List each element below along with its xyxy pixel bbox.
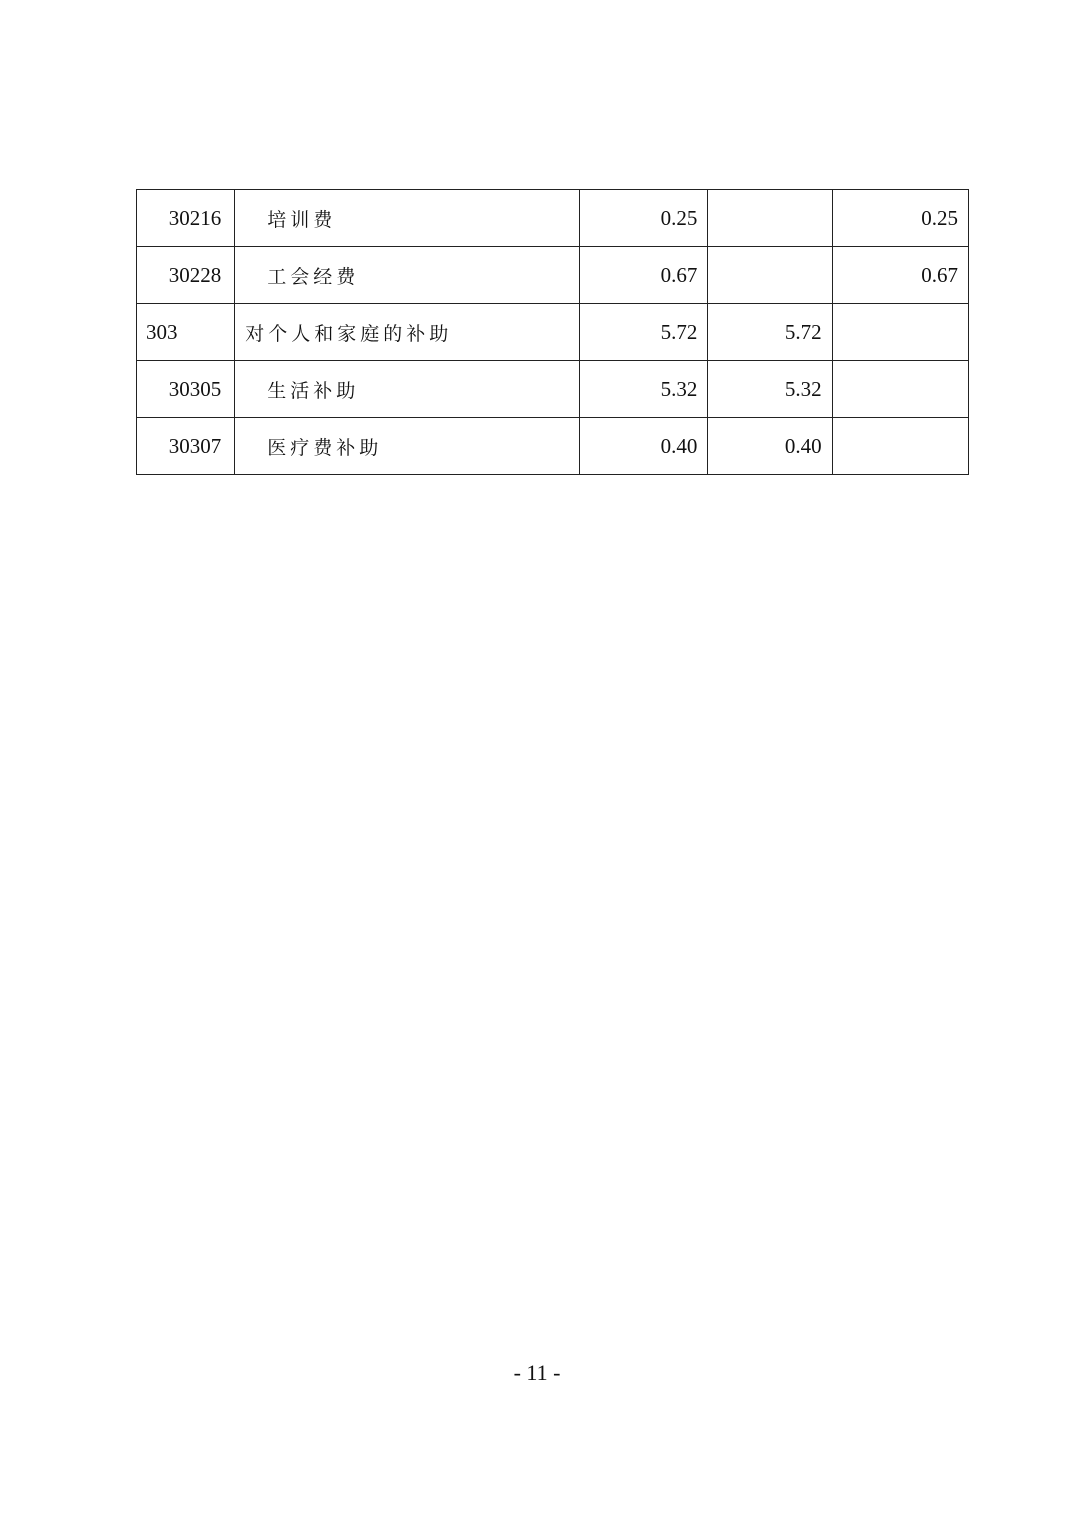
- row-value-3-cell: [832, 361, 968, 418]
- row-code-cell: 30307: [137, 418, 235, 475]
- row-value-1-cell: 5.72: [580, 304, 708, 361]
- row-value-2-cell: 5.32: [708, 361, 832, 418]
- row-code-cell: 303: [137, 304, 235, 361]
- budget-table: [136, 189, 969, 475]
- row-value-3-cell: 0.67: [832, 247, 968, 304]
- table-row: [137, 361, 969, 418]
- table-row: [137, 418, 969, 475]
- table-row: [137, 247, 969, 304]
- row-value-1-cell: 0.40: [580, 418, 708, 475]
- row-value-2-cell: [708, 190, 832, 247]
- row-value-2-cell: 5.72: [708, 304, 832, 361]
- row-name-cell: 医疗费补助: [235, 418, 580, 475]
- row-code-cell: 30216: [137, 190, 235, 247]
- row-value-3-cell: [832, 304, 968, 361]
- row-value-2-cell: [708, 247, 832, 304]
- table-row: [137, 304, 969, 361]
- row-value-3-cell: [832, 418, 968, 475]
- page-number: - 11 -: [513, 1360, 561, 1385]
- row-value-1-cell: 0.67: [580, 247, 708, 304]
- row-name-cell: 对个人和家庭的补助: [235, 304, 580, 361]
- row-code-cell: 30228: [137, 247, 235, 304]
- row-name-cell: 工会经费: [235, 247, 580, 304]
- row-name-cell: 培训费: [235, 190, 580, 247]
- row-name-cell: 生活补助: [235, 361, 580, 418]
- row-code-cell: 30305: [137, 361, 235, 418]
- row-value-2-cell: 0.40: [708, 418, 832, 475]
- row-value-1-cell: 0.25: [580, 190, 708, 247]
- row-value-1-cell: 5.32: [580, 361, 708, 418]
- table-row: [137, 190, 969, 247]
- row-value-3-cell: 0.25: [832, 190, 968, 247]
